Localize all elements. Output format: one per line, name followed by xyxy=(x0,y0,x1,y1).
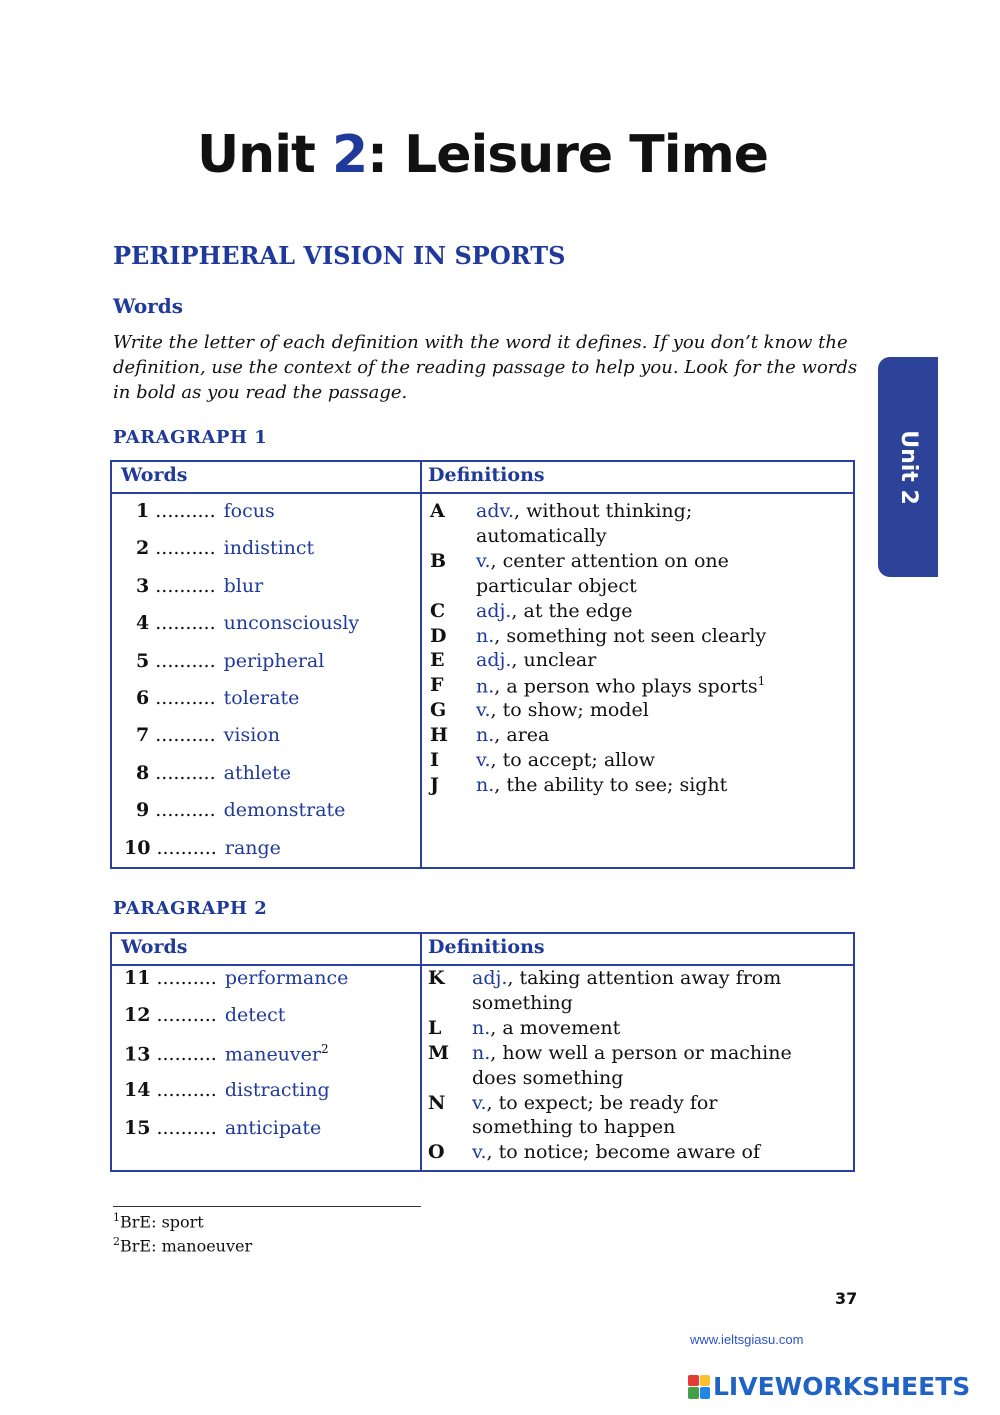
words-column-header: Words xyxy=(121,936,188,958)
footnote-mark: 1 xyxy=(113,1211,120,1224)
answer-blank[interactable]: .......... xyxy=(155,500,216,522)
part-of-speech: n. xyxy=(476,773,495,796)
definition-body: , without thinking; xyxy=(514,500,693,522)
words-heading: Words xyxy=(113,294,183,318)
definition-text xyxy=(476,749,655,771)
answer-blank[interactable]: .......... xyxy=(155,649,216,672)
footnote-text: BrE: sport xyxy=(120,1212,204,1232)
word-number: 4 xyxy=(136,612,150,635)
unit-title xyxy=(0,125,965,185)
footnote-1 xyxy=(113,1211,204,1231)
answer-blank[interactable]: .......... xyxy=(156,1079,217,1102)
footnote-mark: 1 xyxy=(757,674,766,689)
definition-letter: O xyxy=(428,1141,445,1164)
answer-blank[interactable]: .......... xyxy=(155,612,216,635)
liveworksheets-brand[interactable] xyxy=(688,1372,970,1401)
word-item xyxy=(136,687,299,709)
answer-blank[interactable]: .......... xyxy=(155,799,216,822)
definition-body: , a person who plays sports xyxy=(494,675,758,698)
definition-body: , to accept; allow xyxy=(490,749,655,771)
definition-text xyxy=(472,1042,792,1064)
definition-body: , area xyxy=(494,724,550,747)
definition-text xyxy=(476,674,765,697)
word-number: 6 xyxy=(136,687,150,709)
part-of-speech: n. xyxy=(472,1041,491,1064)
answer-blank[interactable]: .......... xyxy=(156,1004,217,1027)
definition-text xyxy=(476,774,727,796)
part-of-speech: n. xyxy=(476,724,495,747)
vocab-word: indistinct xyxy=(223,537,315,560)
word-number: 11 xyxy=(124,967,151,989)
definition-text xyxy=(476,699,649,721)
paragraph-2-table xyxy=(110,932,855,1172)
definition-body: , unclear xyxy=(511,649,597,672)
part-of-speech: v. xyxy=(476,549,491,572)
vocab-word: distracting xyxy=(224,1079,330,1102)
answer-blank[interactable]: .......... xyxy=(155,574,216,597)
liveworksheets-wordmark: LIVEWORKSHEETS xyxy=(713,1372,971,1401)
definition-continuation: automatically xyxy=(476,524,607,547)
definition-text xyxy=(472,1141,760,1163)
paragraph-1-label: PARAGRAPH 1 xyxy=(113,427,268,448)
definition-body: , at the edge xyxy=(511,599,633,622)
part-of-speech: adv. xyxy=(476,500,515,522)
definition-text xyxy=(476,500,692,522)
definition-letter: B xyxy=(430,549,447,572)
answer-blank[interactable]: .......... xyxy=(155,724,216,747)
word-item xyxy=(124,837,281,859)
footnote-text: BrE: manoeuver xyxy=(120,1236,253,1256)
definition-body: , how well a person or machine xyxy=(490,1041,792,1064)
footnote-2 xyxy=(113,1235,252,1255)
section-title: PERIPHERAL VISION IN SPORTS xyxy=(113,241,566,270)
answer-blank[interactable]: .......... xyxy=(156,836,217,859)
word-item xyxy=(136,650,324,672)
vocab-word: vision xyxy=(223,724,280,747)
definition-letter: F xyxy=(430,674,444,697)
part-of-speech: adj. xyxy=(476,649,512,672)
word-item xyxy=(136,575,263,597)
definition-body: , the ability to see; sight xyxy=(494,773,728,796)
definition-letter: L xyxy=(428,1016,442,1039)
definition-letter: M xyxy=(428,1041,450,1064)
part-of-speech: v. xyxy=(476,699,491,722)
answer-blank[interactable]: .......... xyxy=(156,1043,217,1066)
answer-blank[interactable]: .......... xyxy=(156,1116,217,1139)
column-divider xyxy=(420,462,422,867)
word-item xyxy=(136,537,314,559)
site-url-link[interactable]: www.ieltsgiasu.com xyxy=(690,1332,804,1347)
answer-blank[interactable]: .......... xyxy=(155,761,216,784)
column-divider xyxy=(420,934,422,1170)
part-of-speech: adj. xyxy=(476,599,512,622)
definition-letter: C xyxy=(430,599,446,622)
definition-body: , to show; model xyxy=(490,699,649,722)
paragraph-1-table xyxy=(110,460,855,869)
word-item xyxy=(124,1079,330,1101)
word-item xyxy=(136,799,345,821)
word-number: 5 xyxy=(136,649,150,672)
instructions: Write the letter of each definition with the word it defines. If you don’t know the definition, use the context of the reading passage to help you. Look for the words in bold as you read the passage. xyxy=(113,332,858,403)
word-number: 8 xyxy=(136,761,150,784)
definition-letter: K xyxy=(428,967,445,989)
word-number: 15 xyxy=(124,1116,151,1139)
definition-text xyxy=(476,625,766,647)
word-number: 2 xyxy=(136,537,150,560)
liveworksheets-logo-icon xyxy=(688,1375,710,1399)
word-number: 3 xyxy=(136,574,150,597)
part-of-speech: v. xyxy=(472,1091,487,1114)
definition-text xyxy=(472,967,781,989)
part-of-speech: n. xyxy=(476,624,495,647)
word-number: 13 xyxy=(124,1043,151,1066)
definition-letter: J xyxy=(430,773,439,796)
vocab-word: range xyxy=(224,836,281,859)
vocab-word: detect xyxy=(224,1004,286,1027)
word-number: 10 xyxy=(124,836,151,859)
definition-body: , taking attention away from xyxy=(507,967,782,989)
vocab-word: anticipate xyxy=(224,1116,322,1139)
footnote-mark: 2 xyxy=(320,1041,329,1056)
word-item xyxy=(136,500,275,522)
word-number: 1 xyxy=(136,500,150,522)
part-of-speech: v. xyxy=(472,1141,487,1164)
footnote-rule xyxy=(113,1206,421,1207)
definition-letter: H xyxy=(430,724,448,747)
side-tab-label: Unit 2 xyxy=(895,429,921,505)
definition-continuation: something to happen xyxy=(472,1116,676,1139)
answer-blank[interactable]: .......... xyxy=(155,687,216,709)
side-tab xyxy=(878,357,938,577)
unit-title-prefix: Unit xyxy=(196,125,332,185)
definition-body: , center attention on one xyxy=(490,549,729,572)
definition-letter: I xyxy=(430,749,439,771)
definition-letter: N xyxy=(428,1091,446,1114)
page-number: 37 xyxy=(835,1289,858,1308)
paragraph-2-label: PARAGRAPH 2 xyxy=(113,898,268,919)
definition-letter: D xyxy=(430,624,447,647)
word-item xyxy=(136,612,359,634)
part-of-speech: n. xyxy=(472,1016,491,1039)
word-number: 7 xyxy=(136,724,150,747)
definitions-column-header: Definitions xyxy=(428,464,545,486)
word-number: 9 xyxy=(136,799,150,822)
word-number: 12 xyxy=(124,1004,151,1027)
definition-text xyxy=(472,1017,620,1039)
vocab-word: peripheral xyxy=(223,649,325,672)
definition-text xyxy=(476,649,596,671)
part-of-speech: n. xyxy=(476,675,495,698)
vocab-word: focus xyxy=(223,500,275,522)
definition-text xyxy=(476,724,549,746)
definition-continuation: something xyxy=(472,991,573,1014)
vocab-word: demonstrate xyxy=(223,799,346,822)
part-of-speech: adj. xyxy=(472,967,508,989)
definition-text xyxy=(472,1092,717,1114)
definition-body: , something not seen clearly xyxy=(494,624,767,647)
vocab-word: maneuver xyxy=(224,1043,321,1066)
definition-letter: A xyxy=(430,500,445,522)
unit-title-suffix: : Leisure Time xyxy=(367,125,769,185)
definition-text xyxy=(476,550,729,572)
vocab-word: athlete xyxy=(223,761,292,784)
definition-continuation: does something xyxy=(472,1066,624,1089)
definition-letter: E xyxy=(430,649,445,672)
vocab-word: unconsciously xyxy=(223,612,360,635)
word-item xyxy=(124,1004,285,1026)
word-item xyxy=(136,724,280,746)
answer-blank[interactable]: .......... xyxy=(156,967,217,989)
vocab-word: performance xyxy=(224,967,349,989)
words-column-header: Words xyxy=(121,464,188,486)
word-item xyxy=(124,1042,329,1065)
word-item xyxy=(124,967,348,989)
definition-letter: G xyxy=(430,699,447,722)
unit-number: 2 xyxy=(331,125,368,185)
word-number: 14 xyxy=(124,1079,151,1102)
vocab-word: tolerate xyxy=(223,687,300,709)
definition-body: , to expect; be ready for xyxy=(486,1091,718,1114)
word-item xyxy=(136,762,291,784)
footnote-mark: 2 xyxy=(113,1235,120,1248)
definition-body: , to notice; become aware of xyxy=(486,1141,760,1164)
answer-blank[interactable]: .......... xyxy=(155,537,216,560)
vocab-word: blur xyxy=(223,574,264,597)
part-of-speech: v. xyxy=(476,749,491,771)
definitions-column-header: Definitions xyxy=(428,936,545,958)
definition-text xyxy=(476,600,632,622)
word-item xyxy=(124,1117,321,1139)
definition-continuation: particular object xyxy=(476,574,637,597)
definition-body: , a movement xyxy=(490,1016,621,1039)
